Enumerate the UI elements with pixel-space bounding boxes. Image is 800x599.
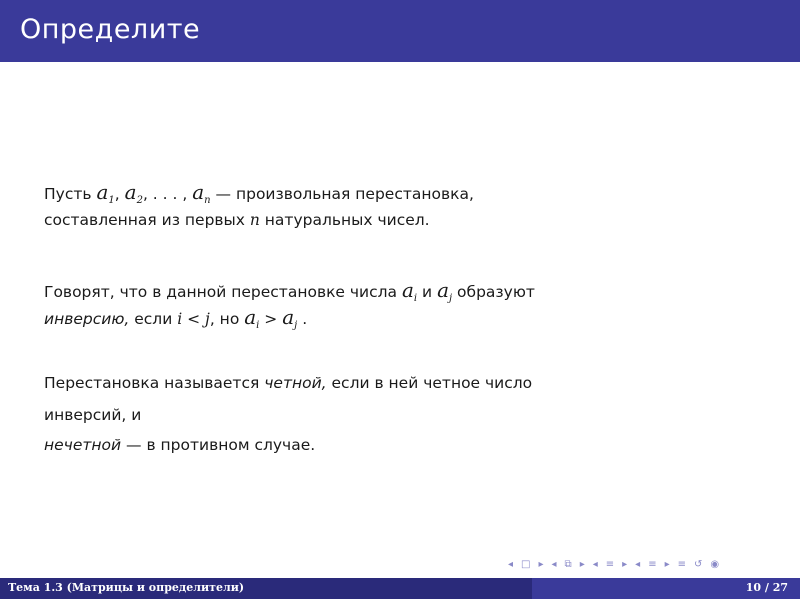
nav-back-icon[interactable]: ↺: [694, 558, 703, 570]
nav-next-subsection-icon[interactable]: ▸: [622, 558, 628, 570]
para3-line1: Перестановка называется четной, если в ней четное число: [44, 374, 533, 392]
nav-search-icon[interactable]: ◉: [710, 558, 720, 570]
nav-prev-subsection-icon[interactable]: ◂: [592, 558, 598, 570]
slide-title: Определите: [20, 14, 201, 45]
nav-next-frame-icon[interactable]: ▸: [579, 558, 585, 570]
para2-line1: Говорят, что в данной перестановке числа $a_i$ и $a_j$ образуют: [44, 278, 535, 305]
beamer-navigation-bar: [508, 556, 793, 572]
page-number: 10 / 27: [745, 581, 788, 594]
nav-prev-slide-icon[interactable]: ◂: [508, 558, 514, 570]
footer-page-bar: [532, 578, 800, 599]
nav-document-icon[interactable]: ≡: [677, 558, 687, 570]
nav-section-icon[interactable]: ≡: [648, 558, 657, 570]
footer-section-bar: [0, 578, 532, 599]
nav-slide-icon[interactable]: □: [521, 558, 531, 570]
nav-prev-frame-icon[interactable]: ◂: [551, 558, 557, 570]
para2-line2: инверсию, если i < j, но $a_i > a_j$ .: [44, 305, 308, 332]
nav-prev-section-icon[interactable]: ◂: [635, 558, 641, 570]
slide-title-bar: [0, 0, 800, 62]
para1-line2: составленная из первых n натуральных чисел.: [44, 211, 430, 229]
para1-line1: Пусть $a_1$, $a_2$, . . . , $a_n$ — произвольная перестановка,: [44, 180, 474, 207]
nav-frame-icon[interactable]: ⧉: [564, 558, 572, 570]
footer-section-title: Тема 1.3 (Матрицы и определители): [8, 581, 245, 594]
para3-line3: нечетной — в противном случае.: [44, 436, 316, 454]
nav-subsection-icon[interactable]: ≡: [605, 558, 615, 570]
nav-next-slide-icon[interactable]: ▸: [538, 558, 544, 570]
nav-next-section-icon[interactable]: ▸: [664, 558, 670, 570]
para3-line2: инверсий, и: [44, 406, 142, 424]
